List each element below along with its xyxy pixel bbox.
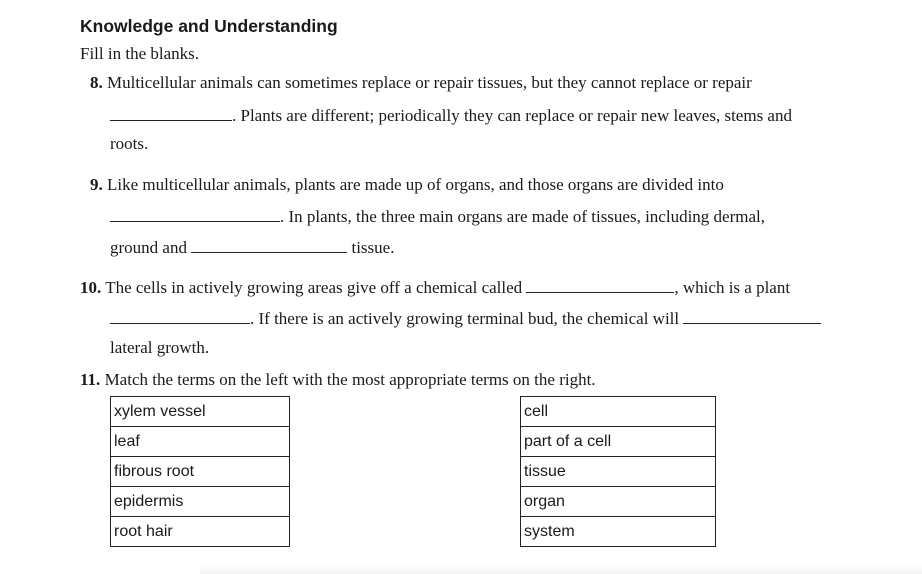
- question-9-line-2: [110, 205, 765, 227]
- answer-blank[interactable]: [526, 276, 674, 293]
- table-row: [111, 427, 290, 457]
- question-8-line-3: roots.: [110, 134, 149, 153]
- answer-blank[interactable]: [683, 307, 821, 324]
- right-terms-table: [520, 396, 716, 547]
- question-text: ground and: [110, 238, 187, 257]
- right-term-cell[interactable]: tissue: [521, 457, 716, 487]
- question-text: , which is a plant: [674, 278, 791, 297]
- left-term-cell[interactable]: epidermis: [111, 487, 290, 517]
- instructions: Fill in the blanks.: [80, 44, 199, 63]
- answer-blank[interactable]: [110, 307, 250, 324]
- table-row: [521, 427, 716, 457]
- question-8-line-2: [110, 104, 792, 126]
- table-row: [521, 457, 716, 487]
- answer-blank[interactable]: [110, 104, 232, 121]
- question-text: . Plants are different; periodically they can replace or repair new leaves, stems and: [232, 106, 792, 125]
- table-row: [111, 487, 290, 517]
- table-row: [111, 457, 290, 487]
- table-row: [521, 397, 716, 427]
- table-row: [111, 397, 290, 427]
- question-number: 8.: [90, 73, 103, 92]
- section-title: Knowledge and Understanding: [80, 16, 338, 36]
- question-number: 11.: [80, 370, 101, 389]
- question-text: . If there is an actively growing terminal bud, the chemical will: [250, 309, 680, 328]
- question-number: 9.: [90, 175, 103, 194]
- question-text: Like multicellular animals, plants are made up of organs, and those organs are divided into: [107, 175, 724, 194]
- right-term-cell[interactable]: system: [521, 517, 716, 547]
- page-bottom-shadow: [200, 564, 922, 574]
- question-number: 10.: [80, 278, 102, 297]
- question-11-line-1: [80, 370, 596, 390]
- question-9-line-3: [110, 236, 394, 258]
- left-terms-table: [110, 396, 290, 547]
- question-10-line-1: [80, 276, 790, 298]
- question-text: tissue.: [351, 238, 395, 257]
- question-9-line-1: [90, 175, 724, 195]
- question-text: Match the terms on the left with the most appropriate terms on the right.: [104, 370, 596, 389]
- question-text: The cells in actively growing areas give off a chemical called: [105, 278, 523, 297]
- question-8-line-1: [90, 73, 752, 93]
- question-10-line-3: lateral growth.: [110, 338, 210, 357]
- question-text: . In plants, the three main organs are made of tissues, including dermal,: [280, 207, 765, 226]
- left-term-cell[interactable]: xylem vessel: [111, 397, 290, 427]
- answer-blank[interactable]: [191, 236, 347, 253]
- table-row: [521, 487, 716, 517]
- answer-blank[interactable]: [110, 205, 280, 222]
- table-row: [111, 517, 290, 547]
- question-text: Multicellular animals can sometimes replace or repair tissues, but they cannot replace or repair: [107, 73, 752, 92]
- right-term-cell[interactable]: part of a cell: [521, 427, 716, 457]
- left-term-cell[interactable]: root hair: [111, 517, 290, 547]
- right-term-cell[interactable]: cell: [521, 397, 716, 427]
- question-10-line-2: [110, 307, 821, 329]
- table-row: [521, 517, 716, 547]
- left-term-cell[interactable]: leaf: [111, 427, 290, 457]
- left-term-cell[interactable]: fibrous root: [111, 457, 290, 487]
- right-term-cell[interactable]: organ: [521, 487, 716, 517]
